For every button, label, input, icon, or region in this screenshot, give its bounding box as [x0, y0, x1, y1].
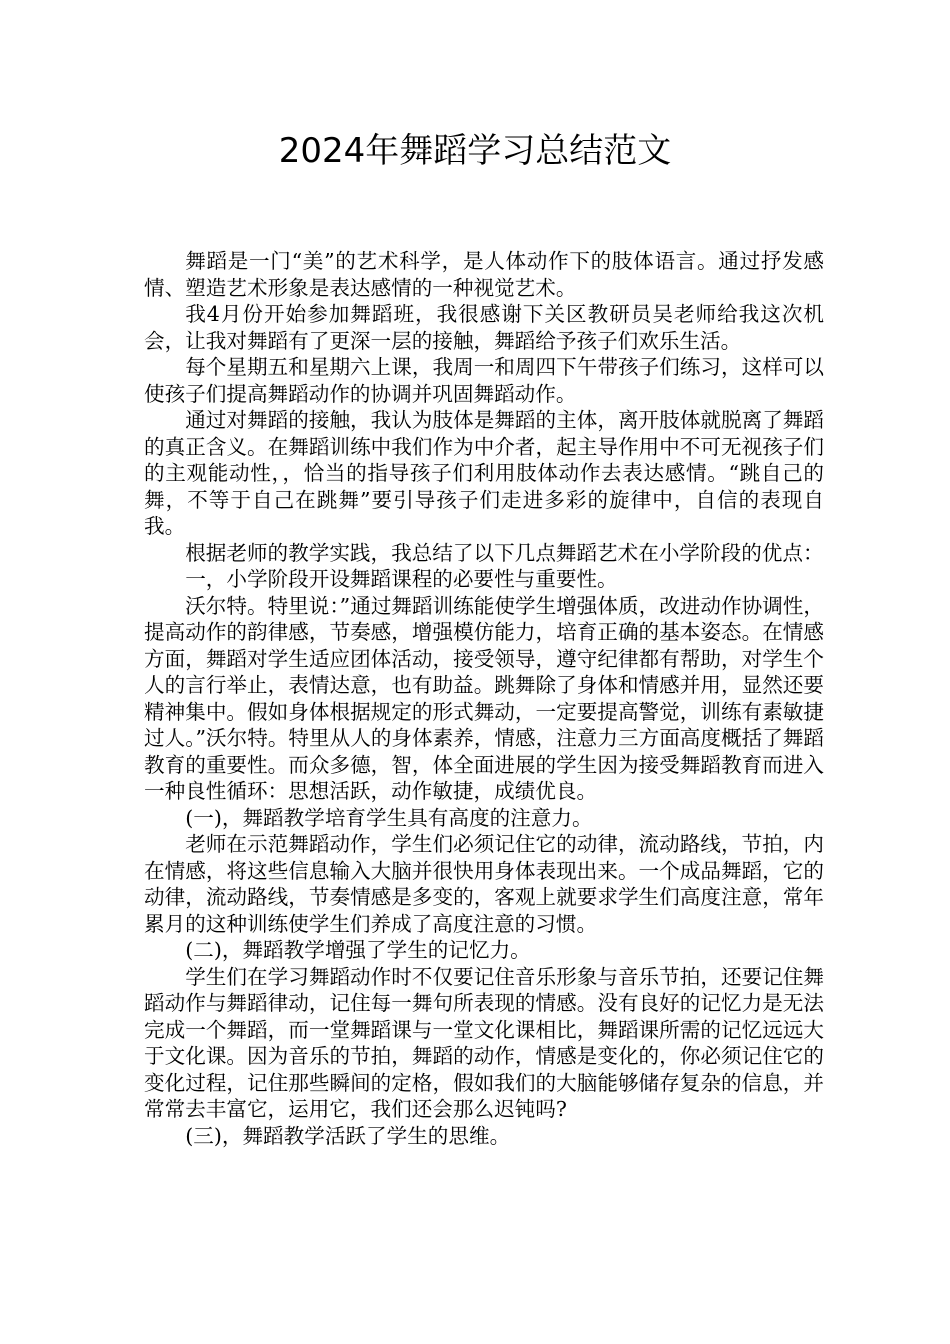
paragraph: 学生们在学习舞蹈动作时不仅要记住音乐形象与音乐节拍，还要记住舞蹈动作与舞蹈律动，记住每一舞句所表现的情感。没有良好的记忆力是无法完成一个舞蹈，而一堂舞蹈课与一堂文化课相比，舞蹈课所需的记忆远远大于文化课。因为音乐的节拍，舞蹈的动作，情感是变化的，你必须记住它的变化过程，记住那些瞬间的定格，假如我们的大脑能够储存复杂的信息，并常常去丰富它，运用它，我们还会那么迟钝吗?: [144, 964, 824, 1121]
document-title: 2024年舞蹈学习总结范文: [278, 131, 672, 171]
paragraph: 通过对舞蹈的接触，我认为肢体是舞蹈的主体，离开肢体就脱离了舞蹈的真正含义。在舞蹈训练中我们作为中介者，起主导作用中不可无视孩子们的主观能动性，，恰当的指导孩子们利用肢体动作去表达感情。“跳自己的舞，不等于自己在跳舞”要引导孩子们走进多彩的旋律中，自信的表现自我。: [144, 408, 824, 538]
paragraph: 老师在示范舞蹈动作，学生们必须记住它的动律，流动路线，节拍，内在情感，将这些信息输入大脑并很快用身体表现出来。一个成品舞蹈，它的动律，流动路线，节奏情感是多变的，客观上就要求学生们高度注意，常年累月的这种训练使学生们养成了高度注意的习惯。: [144, 832, 824, 936]
section-heading: (一)，舞蹈教学培育学生具有高度的注意力。: [185, 805, 593, 830]
paragraph: 舞蹈是一门“美”的艺术科学，是人体动作下的肢体语言。通过抒发感情、塑造艺术形象是表达感情的一种视觉艺术。: [144, 249, 824, 300]
section-heading: 一，小学阶段开设舞蹈课程的必要性与重要性。: [185, 567, 618, 591]
paragraph: 根据老师的教学实践，我总结了以下几点舞蹈艺术在小学阶段的优点：: [185, 540, 824, 565]
document-body: [144, 248, 824, 1149]
section-heading: (二)，舞蹈教学增强了学生的记忆力。: [185, 938, 531, 962]
paragraph: 沃尔特。特里说：”通过舞蹈训练能使学生增强体质，改进动作协调性，提高动作的韵律感，节奏感，增强模仿能力，培育正确的基本姿态。在情感方面，舞蹈对学生适应团体活动，接受领导，遵守纪律都有帮助，对学生个人的言行举止，表情达意，也有助益。跳舞除了身体和情感并用，显然还要精神集中。假如身体根据规定的形式舞动，一定要提高警觉，训练有素敏捷过人。”沃尔特。特里从人的身体素养，情感，注意力三方面高度概括了舞蹈教育的重要性。而众多德，智，体全面进展的学生因为接受舞蹈教育而进入一种良性循环：思想活跃，动作敏捷，成绩优良。: [144, 593, 824, 803]
section-heading: (三)，舞蹈教学活跃了学生的思维。: [185, 1123, 511, 1148]
paragraph: 我4月份开始参加舞蹈班，我很感谢下关区教研员吴老师给我这次机会，让我对舞蹈有了更深一层的接触，舞蹈给予孩子们欢乐生活。: [144, 302, 824, 353]
paragraph: 每个星期五和星期六上课，我周一和周四下午带孩子们练习，这样可以使孩子们提高舞蹈动作的协调并巩固舞蹈动作。: [144, 355, 824, 406]
